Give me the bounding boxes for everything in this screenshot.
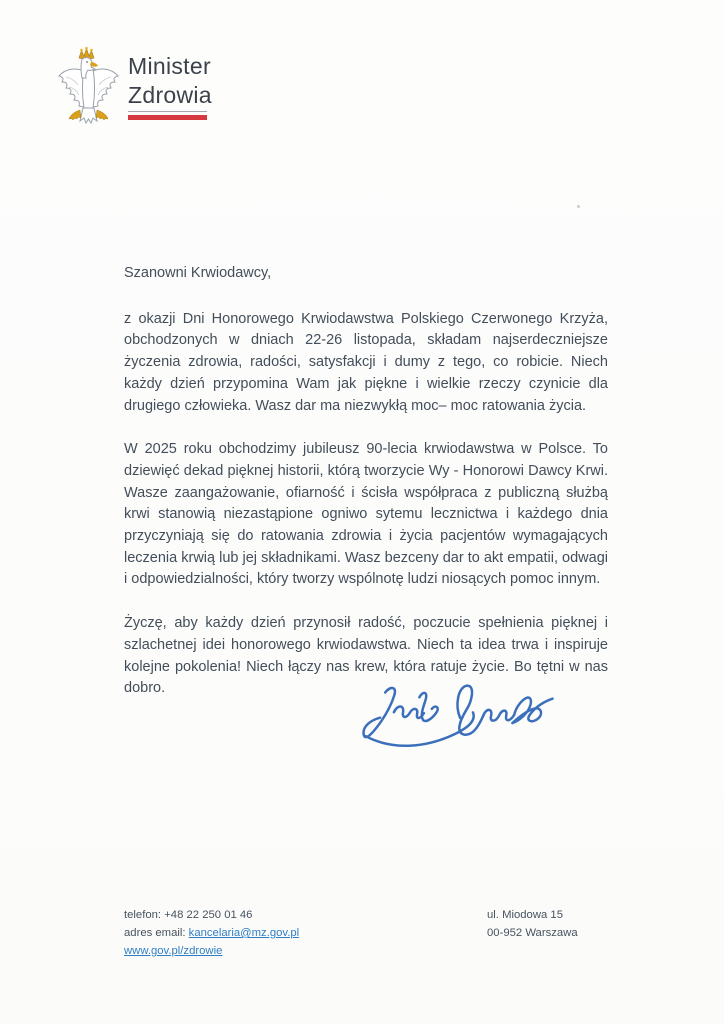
paragraph-3: Życzę, aby każdy dzień przynosił radość, poczucie spełnienia pięknej i szlachetnej idei honorowego krwiodawstwa. Niech ta idea trwa i inspiruje kolejne pokolenia! Niech łączy nas krew, która ratuje życie. Bo tętni w nas dobro. xyxy=(124,615,608,697)
footer-email-link[interactable]: kancelaria@mz.gov.pl xyxy=(188,927,300,939)
org-name xyxy=(128,52,212,110)
salutation: Szanowni Krwiodawcy, xyxy=(124,265,272,281)
footer-address-city: 00-952 Warszawa xyxy=(487,927,578,939)
handwritten-signature xyxy=(355,670,560,757)
footer-address-street: ul. Miodowa 15 xyxy=(487,909,563,921)
paragraph-1: z okazji Dni Honorowego Krwiodawstwa Polskiego Czerwonego Krzyża, obchodzonych w dniach 22-26 listopada, składam najserdeczniejsze życzenia zdrowia, radości, satysfakcji i dumy z tego, co robicie. Niech każdy dzień przypomina Wam jak piękne i wielkie rzeczy czynicie dla drugiego człowieka. Wasz dar ma niezwykłą moc– moc ratowania życia. xyxy=(124,310,608,414)
paragraph-2: W 2025 roku obchodzimy jubileusz 90-lecia krwiodawstwa w Polsce. To dziewięć dekad pięknej historii, którą tworzycie Wy - Honorowi Dawcy Krwi. Wasze zaangażowanie, ofiarność i ścisła współpraca z publiczną służbą krwi stanowią niezastąpione ogniwo sytemu lecznictwa i każdego dnia przyczyniają się do ratowania zdrowia i życia pacjentów wymagających leczenia krwią lub jej składnikami. Wasz bezceny dar to akt empatii, odwagi i odpowiedzialności, który tworzy wspólnotę ludzi niosących pomoc innym. xyxy=(124,441,608,588)
letter-body xyxy=(124,263,608,722)
logo-divider-line xyxy=(128,111,207,112)
footer-email-row xyxy=(124,924,299,942)
footer-contact-block xyxy=(124,906,299,960)
footer-website-link[interactable]: www.gov.pl/zdrowie xyxy=(124,945,223,957)
footer-address-block xyxy=(487,906,578,942)
footer-website-row xyxy=(124,942,299,960)
scan-artifact-dot xyxy=(577,205,580,208)
footer-phone: telefon: +48 22 250 01 46 xyxy=(124,909,253,921)
org-name-line2: Zdrowia xyxy=(128,82,212,108)
footer-email-label: adres email: xyxy=(124,927,189,939)
logo-red-bar xyxy=(128,115,207,120)
polish-eagle-emblem-icon xyxy=(57,47,120,135)
org-name-line1: Minister xyxy=(128,53,211,79)
